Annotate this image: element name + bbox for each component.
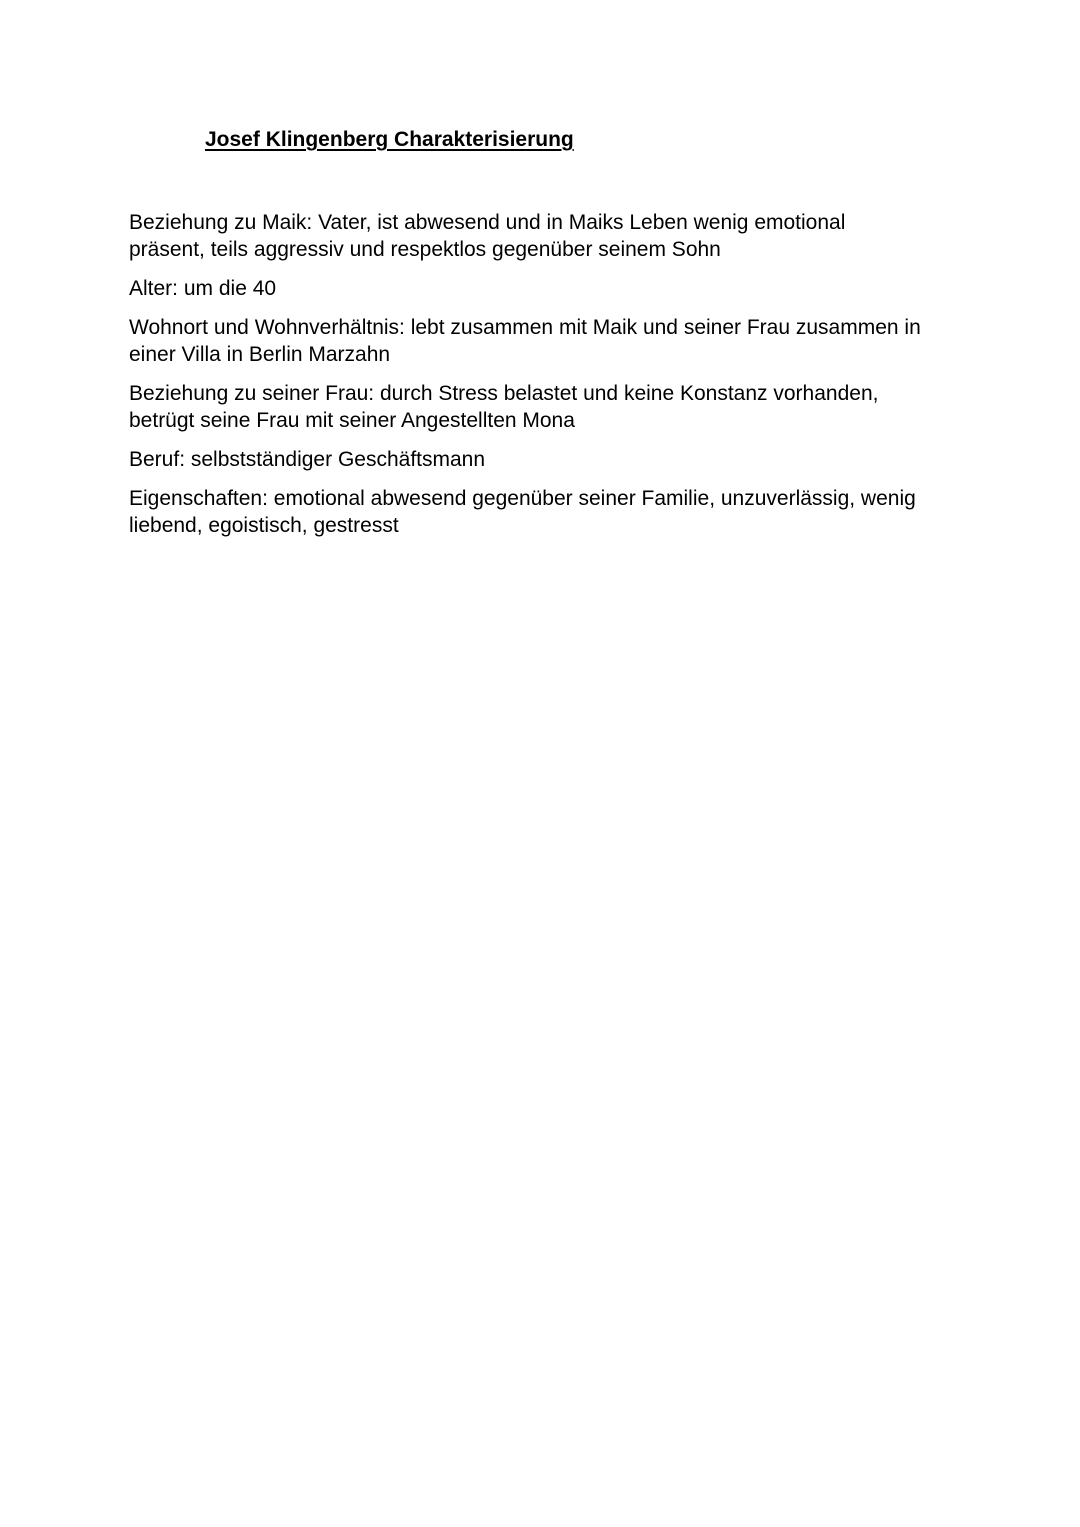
- entry-line: einer Villa in Berlin Marzahn: [129, 343, 391, 366]
- entry-residence: [129, 314, 989, 368]
- entry-line: Beziehung zu Maik: Vater, ist abwesend und in Maiks Leben wenig emotional: [129, 211, 846, 234]
- document-body: [129, 209, 989, 551]
- entry-line: Wohnort und Wohnverhältnis: lebt zusammen mit Maik und seiner Frau zusammen in: [129, 316, 921, 339]
- entry-line: Beruf: selbstständiger Geschäftsmann: [129, 448, 486, 471]
- entry-relationship-wife: [129, 380, 989, 434]
- entry-relationship-maik: [129, 209, 989, 263]
- entry-line: Eigenschaften: emotional abwesend gegenüber seiner Familie, unzuverlässig, wenig: [129, 487, 916, 510]
- entry-line: Beziehung zu seiner Frau: durch Stress belastet und keine Konstanz vorhanden,: [129, 382, 879, 405]
- entry-line: präsent, teils aggressiv und respektlos gegenüber seinem Sohn: [129, 238, 721, 261]
- entry-line: liebend, egoistisch, gestresst: [129, 514, 399, 537]
- entry-line: Alter: um die 40: [129, 277, 277, 300]
- entry-line: betrügt seine Frau mit seiner Angestellten Mona: [129, 409, 575, 432]
- entry-traits: [129, 485, 989, 539]
- document-title: Josef Klingenberg Charakterisierung: [205, 128, 574, 151]
- entry-occupation: [129, 446, 989, 473]
- entry-age: [129, 275, 989, 302]
